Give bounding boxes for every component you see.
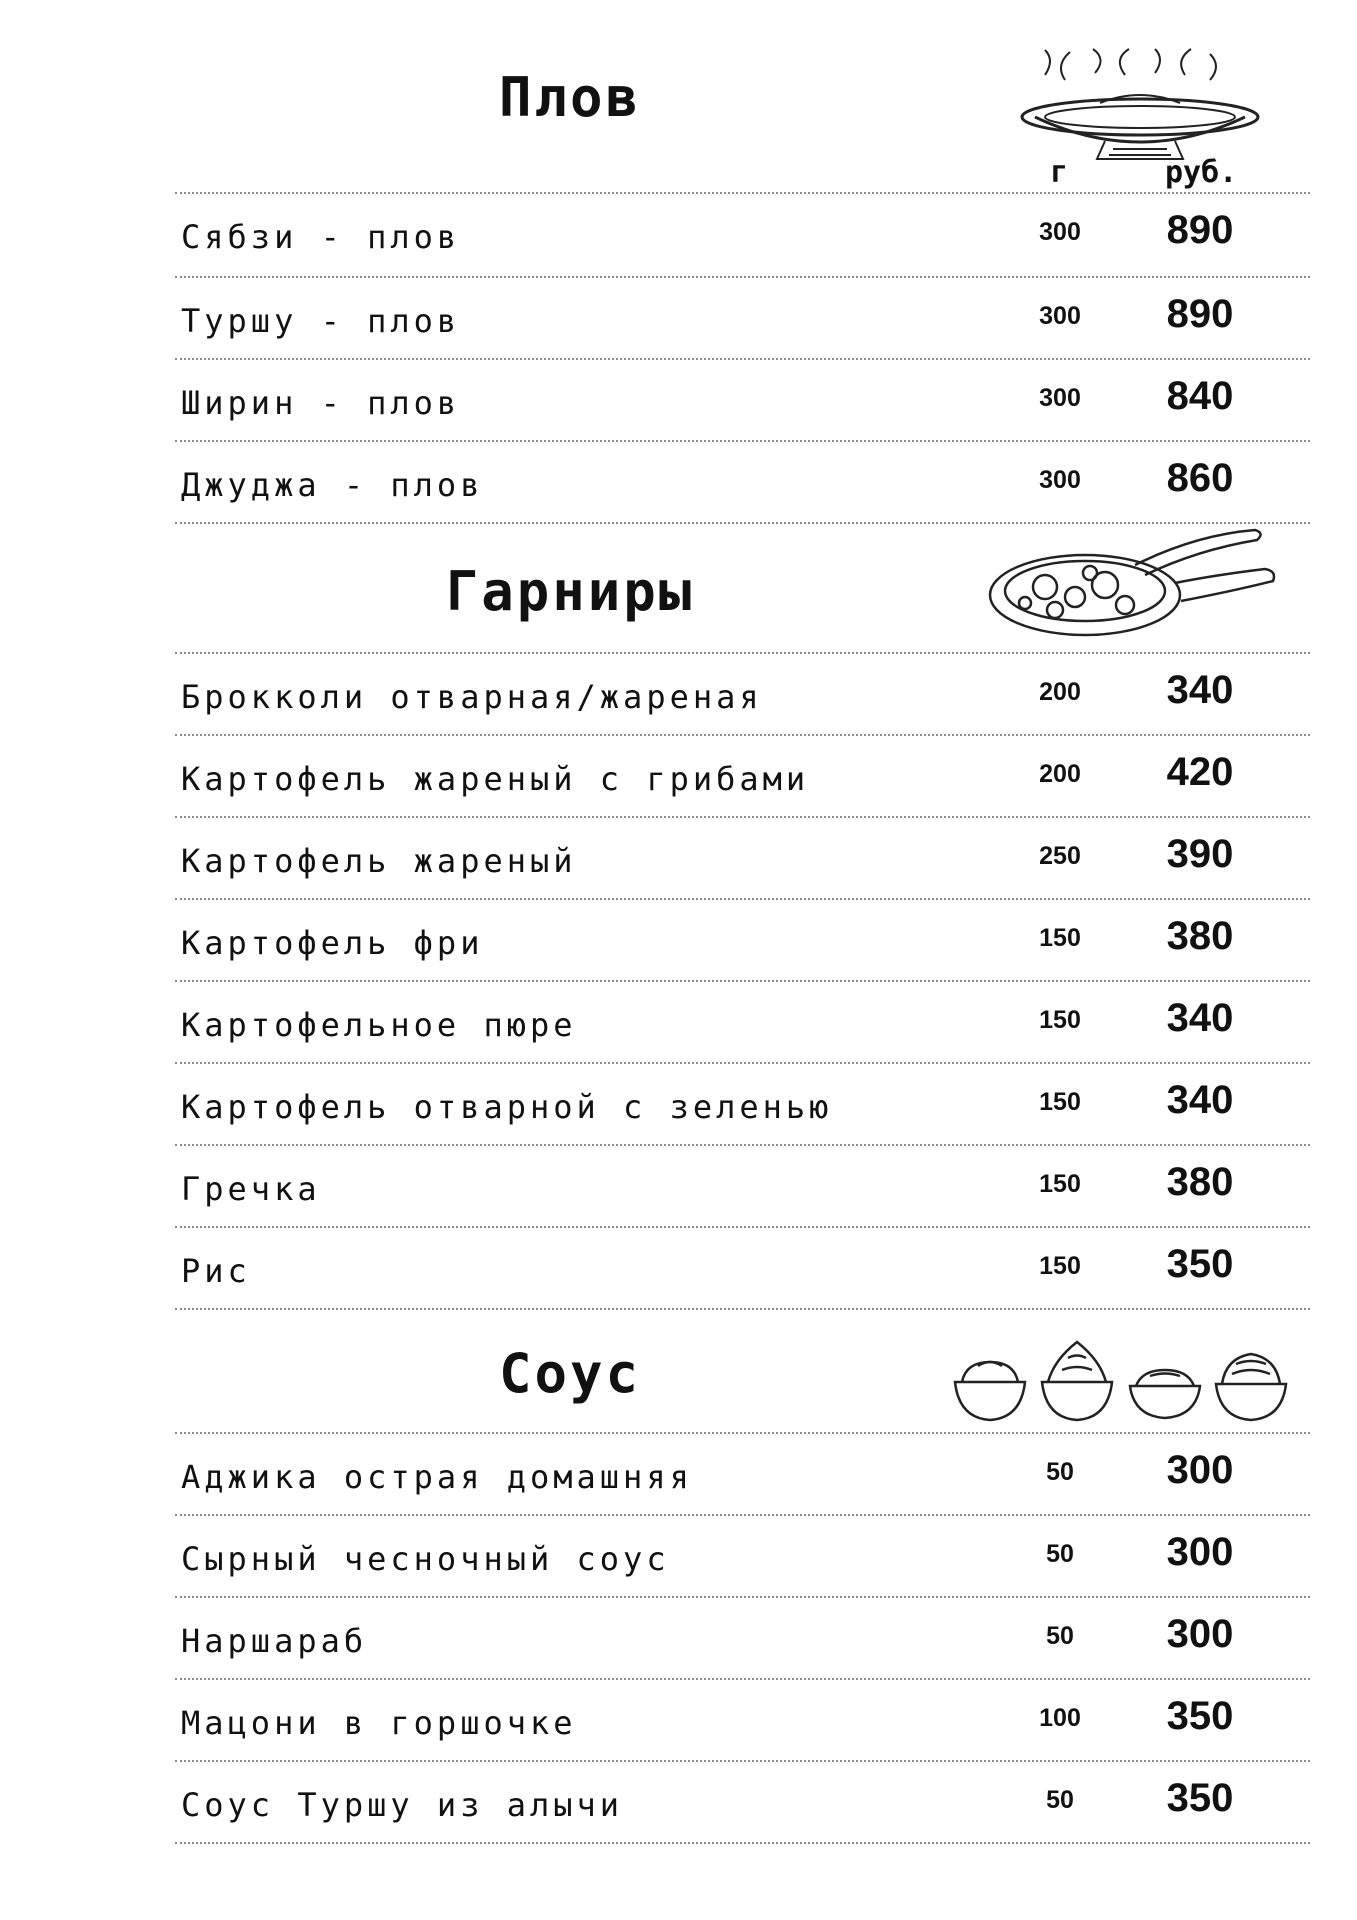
item-name: Сябзи - плов [181, 218, 461, 256]
item-price: 380 [1166, 1160, 1234, 1204]
item-weight: 300 [1039, 384, 1081, 412]
item-weight: 50 [1046, 1786, 1074, 1814]
item-price: 300 [1166, 1530, 1234, 1574]
item-price: 340 [1166, 1078, 1234, 1122]
menu-item [175, 442, 1310, 524]
menu-item [175, 1146, 1310, 1228]
item-name: Картофельное пюре [181, 1006, 577, 1044]
menu-item [175, 278, 1310, 360]
menu-item [175, 736, 1310, 818]
column-header-weight: г [1050, 155, 1069, 190]
item-name: Гречка [181, 1170, 321, 1208]
menu-item [175, 1516, 1310, 1598]
pot-with-steam-icon [1005, 45, 1275, 165]
item-price: 350 [1166, 1694, 1234, 1738]
item-name: Сырный чесночный соус [181, 1540, 670, 1578]
item-weight: 150 [1039, 924, 1081, 952]
item-name: Мацони в горшочке [181, 1704, 577, 1742]
item-name: Туршу - плов [181, 302, 461, 340]
item-price: 300 [1166, 1612, 1234, 1656]
item-weight: 50 [1046, 1458, 1074, 1486]
item-price: 860 [1166, 456, 1234, 500]
item-name: Джуджа - плов [181, 466, 484, 504]
section-title-plov: Плов [498, 66, 642, 129]
item-price: 340 [1166, 668, 1234, 712]
menu-item [175, 654, 1310, 736]
item-weight: 250 [1039, 842, 1081, 870]
item-name: Соус Туршу из алычи [181, 1786, 624, 1824]
item-price: 380 [1166, 914, 1234, 958]
menu-item [175, 900, 1310, 982]
frying-pan-icon [985, 525, 1285, 645]
item-weight: 300 [1039, 466, 1081, 494]
divider [175, 1842, 1310, 1844]
item-weight: 150 [1039, 1088, 1081, 1116]
menu-item [175, 982, 1310, 1064]
item-name: Картофель жареный [181, 842, 577, 880]
item-weight: 100 [1039, 1704, 1081, 1732]
menu-item [175, 194, 1310, 276]
section-title-garnish: Гарниры [445, 560, 695, 623]
menu-item [175, 1228, 1310, 1310]
item-price: 340 [1166, 996, 1234, 1040]
sauce-bowls-icon [950, 1330, 1295, 1430]
menu-item [175, 1064, 1310, 1146]
item-weight: 300 [1039, 218, 1081, 246]
menu-item [175, 1598, 1310, 1680]
item-price: 390 [1166, 832, 1234, 876]
item-weight: 50 [1046, 1540, 1074, 1568]
item-weight: 150 [1039, 1170, 1081, 1198]
item-price: 350 [1166, 1242, 1234, 1286]
item-name: Рис [181, 1252, 251, 1290]
menu-item [175, 1434, 1310, 1516]
menu-item [175, 818, 1310, 900]
section-title-sauce: Соус [498, 1342, 642, 1405]
item-weight: 50 [1046, 1622, 1074, 1650]
item-price: 420 [1166, 750, 1234, 794]
item-weight: 200 [1039, 678, 1081, 706]
item-price: 890 [1166, 292, 1234, 336]
item-name: Брокколи отварная/жареная [181, 678, 763, 716]
item-name: Картофель отварной с зеленью [181, 1088, 833, 1126]
divider [175, 1308, 1310, 1310]
column-header-price: руб. [1165, 155, 1238, 190]
item-weight: 200 [1039, 760, 1081, 788]
item-price: 300 [1166, 1448, 1234, 1492]
item-weight: 300 [1039, 302, 1081, 330]
menu-item [175, 360, 1310, 442]
item-name: Аджика острая домашняя [181, 1458, 693, 1496]
menu-item [175, 1680, 1310, 1762]
item-price: 890 [1166, 208, 1234, 252]
item-price: 840 [1166, 374, 1234, 418]
item-name: Наршараб [181, 1622, 368, 1660]
item-price: 350 [1166, 1776, 1234, 1820]
item-name: Картофель фри [181, 924, 484, 962]
menu-item [175, 1762, 1310, 1844]
item-weight: 150 [1039, 1006, 1081, 1034]
divider [175, 522, 1310, 524]
item-weight: 150 [1039, 1252, 1081, 1280]
item-name: Картофель жареный с грибами [181, 760, 810, 798]
item-name: Ширин - плов [181, 384, 461, 422]
